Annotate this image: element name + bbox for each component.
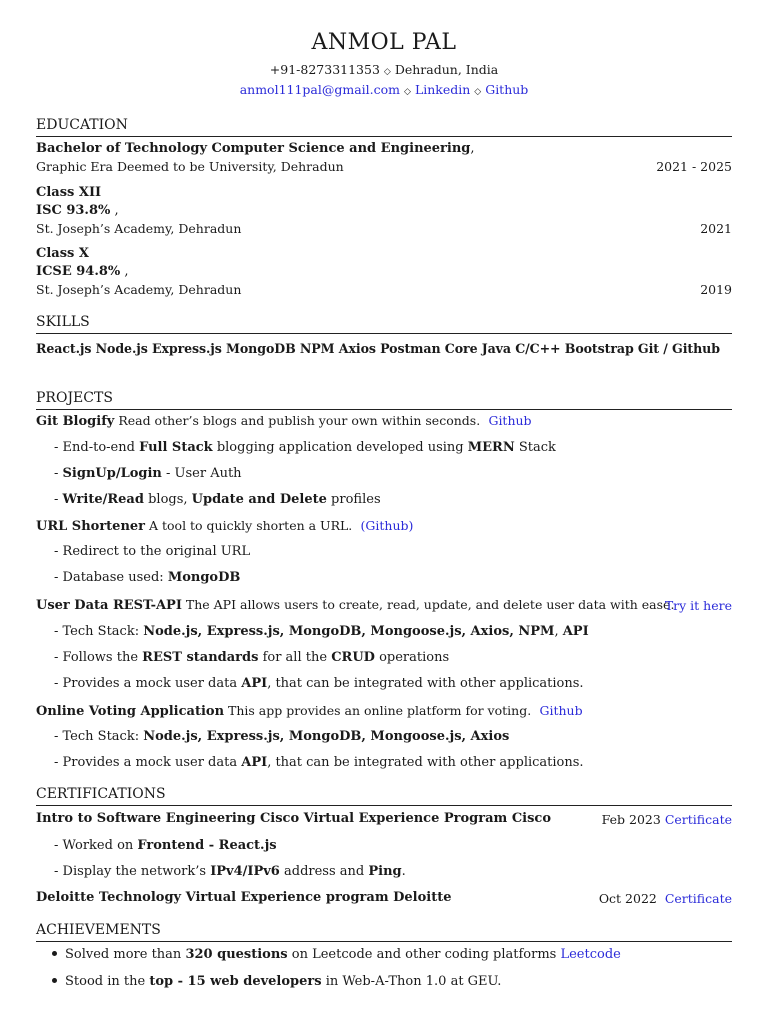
- separator: ◇: [474, 87, 482, 97]
- list-item: Solved more than 320 questions on Leetcode and other coding platforms Leetcode: [52, 947, 621, 962]
- list-item: - End-to-end Full Stack blogging application developed using MERN Stack: [54, 440, 556, 455]
- section-title-achievements: ACHIEVEMENTS: [36, 922, 161, 938]
- education-date: 2021: [700, 221, 732, 236]
- project-name: Git Blogify: [36, 414, 115, 429]
- section-title-certifications: CERTIFICATIONS: [36, 786, 166, 802]
- project-name: Online Voting Application: [36, 704, 225, 719]
- separator: ◇: [404, 87, 411, 97]
- linkedin-link[interactable]: Linkedin: [414, 82, 471, 97]
- list-item: - Tech Stack: Node.js, Express.js, MongoDB, Mongoose.js, Axios: [54, 729, 510, 744]
- contact-line: [36, 62, 732, 77]
- education-degree: Bachelor of Technology Computer Science and Engineering,: [36, 141, 475, 156]
- resume-page: [36, 0, 732, 1024]
- project-github-link[interactable]: Github: [539, 703, 583, 718]
- list-item: - Redirect to the original URL: [54, 544, 251, 559]
- project-github-link[interactable]: (Github): [360, 518, 414, 533]
- project-desc: A tool to quickly shorten a URL.: [145, 518, 353, 533]
- list-item: - Worked on Frontend - React.js: [54, 838, 277, 853]
- section-title-projects: PROJECTS: [36, 390, 113, 406]
- list-item: - Database used: MongoDB: [54, 570, 241, 585]
- education-school: St. Joseph’s Academy, Dehradun: [36, 221, 242, 236]
- email-link[interactable]: anmol111pal@gmail.com: [239, 82, 401, 97]
- section-rule: [36, 333, 732, 334]
- list-item: - Follows the REST standards for all the CRUD operations: [54, 650, 450, 665]
- github-link[interactable]: Github: [485, 82, 529, 97]
- project-user-data-rest-api: [36, 597, 674, 613]
- education-score: ICSE 94.8% ,: [36, 264, 129, 279]
- resume-name: ANMOL PAL: [311, 30, 457, 55]
- list-item: Stood in the top - 15 web developers in Web-A-Thon 1.0 at GEU.: [52, 974, 501, 989]
- list-item: - Provides a mock user data API, that can be integrated with other applications.: [54, 755, 584, 770]
- certificate-link[interactable]: Certificate: [664, 812, 732, 827]
- leetcode-link[interactable]: Leetcode: [560, 947, 621, 962]
- education-school: Graphic Era Deemed to be University, Dehradun: [36, 159, 344, 174]
- list-item: - SignUp/Login - User Auth: [54, 466, 242, 481]
- list-item: - Provides a mock user data API, that can be integrated with other applications.: [54, 676, 584, 691]
- list-item: - Tech Stack: Node.js, Express.js, MongoDB, Mongoose.js, Axios, NPM, API: [54, 624, 589, 639]
- list-item: - Write/Read blogs, Update and Delete profiles: [54, 492, 381, 507]
- list-item: - Display the network’s IPv4/IPv6 address and Ping.: [54, 864, 406, 879]
- education-date: 2021 - 2025: [656, 159, 732, 174]
- project-name: User Data REST-API: [36, 598, 182, 613]
- education-degree: Class X: [36, 246, 89, 261]
- section-title-skills: SKILLS: [36, 314, 90, 330]
- project-online-voting: [36, 703, 583, 719]
- section-title-education: EDUCATION: [36, 117, 128, 133]
- project-desc: The API allows users to create, read, update, and delete user data with ease.: [181, 597, 675, 612]
- certification-name: Intro to Software Engineering Cisco Virtual Experience Program Cisco: [36, 811, 552, 826]
- education-score: ISC 93.8% ,: [36, 203, 119, 218]
- project-desc: This app provides an online platform for voting.: [224, 703, 532, 718]
- project-name: URL Shortener: [36, 519, 146, 534]
- education-school: St. Joseph’s Academy, Dehradun: [36, 282, 242, 297]
- certificate-link[interactable]: Certificate: [664, 891, 732, 906]
- project-desc: Read other’s blogs and publish your own within seconds.: [114, 413, 481, 428]
- separator: ◇: [383, 67, 391, 77]
- links-line: [36, 82, 732, 97]
- section-rule: [36, 136, 732, 137]
- certification-date-link: [602, 812, 732, 827]
- skills-list: React.js Node.js Express.js MongoDB NPM Axios Postman Core Java C/C++ Bootstrap Git / Github: [36, 341, 720, 356]
- certification-date: Oct 2022: [598, 891, 657, 906]
- section-rule: [36, 409, 732, 410]
- certification-date: Feb 2023: [601, 812, 661, 827]
- location: Dehradun, India: [394, 62, 499, 77]
- try-it-here-link-color[interactable]: Try it here: [664, 598, 732, 613]
- section-rule: [36, 805, 732, 806]
- education-date: 2019: [700, 282, 732, 297]
- phone: +91-8273311353: [269, 62, 380, 77]
- certification-name: Deloitte Technology Virtual Experience program Deloitte: [36, 890, 452, 905]
- bullet-icon: [52, 951, 57, 956]
- project-github-link[interactable]: Github: [488, 413, 532, 428]
- certification-date-link: [599, 891, 732, 906]
- project-git-blogify: [36, 413, 532, 429]
- bullet-icon: [52, 978, 57, 983]
- project-url-shortener: [36, 518, 413, 534]
- section-rule: [36, 941, 732, 942]
- education-degree: Class XII: [36, 185, 102, 200]
